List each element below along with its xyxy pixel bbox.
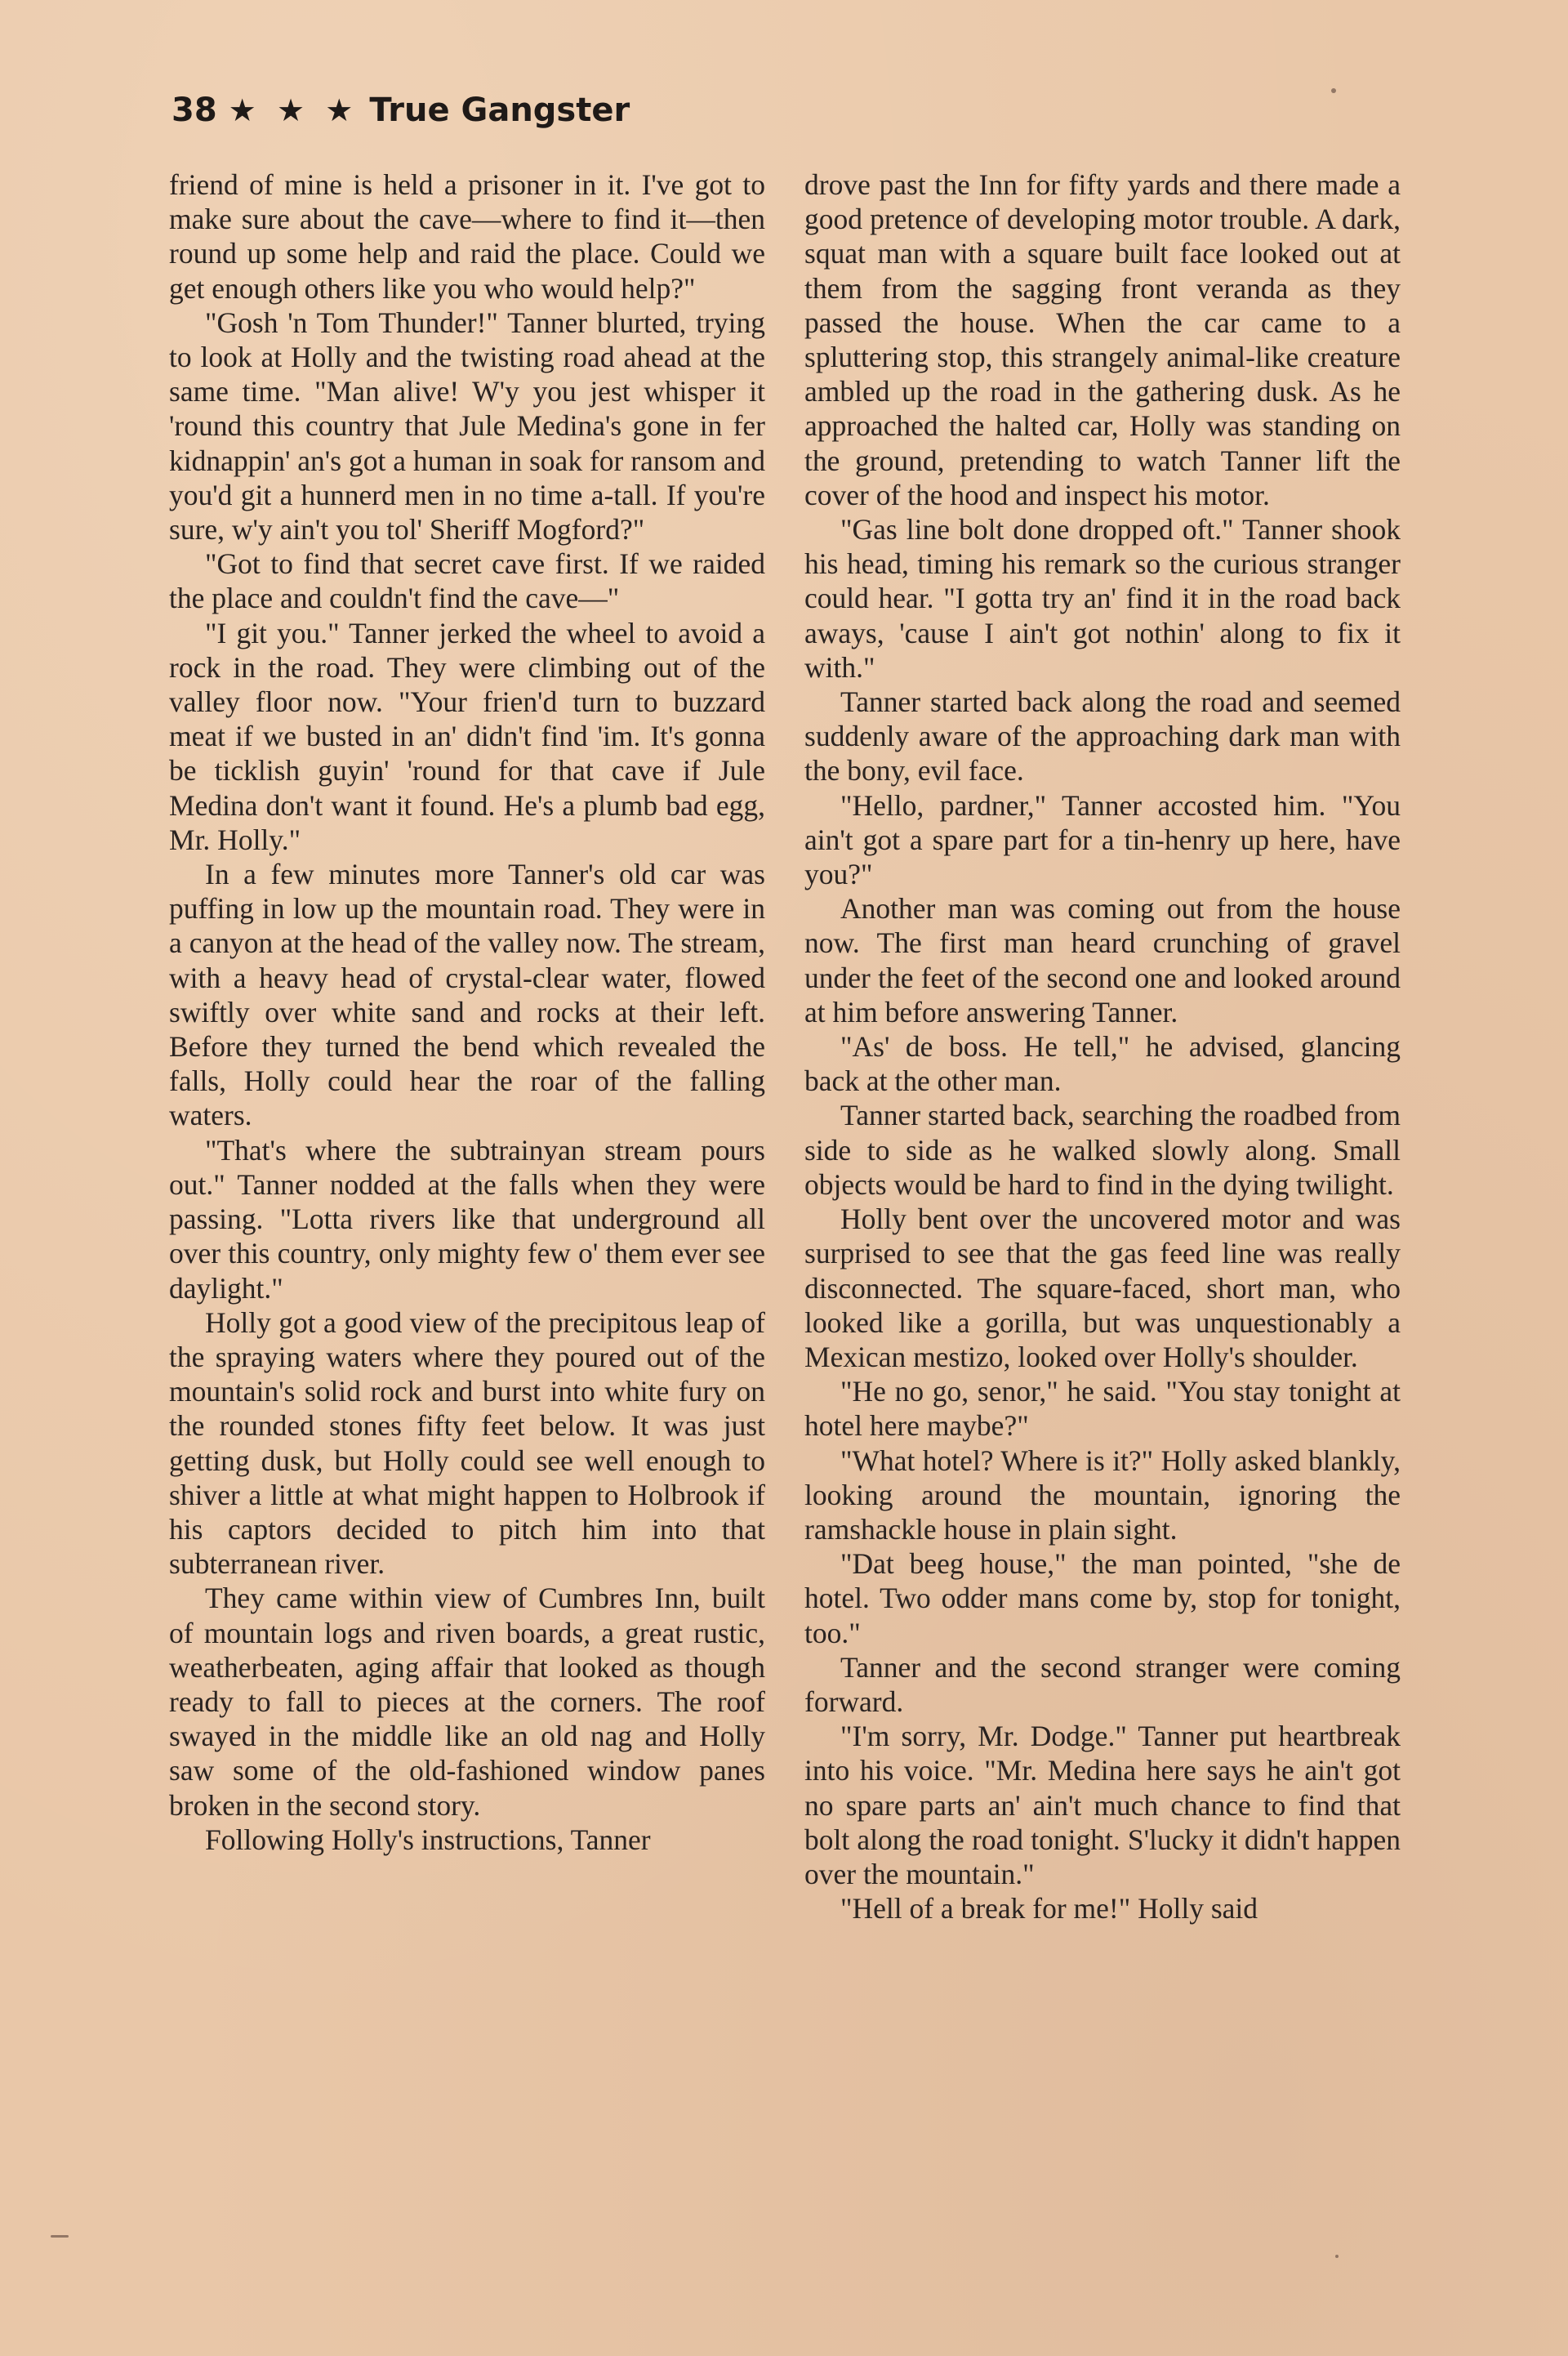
paragraph: "Hell of a break for me!" Holly said xyxy=(840,1892,1258,1925)
paragraph: "That's where the subtrainyan stream pours out." Tanner nodded at the falls when they were passing. "Lotta rivers like that underground all over this country, only mighty few o' them ever see daylight." xyxy=(169,1133,765,1305)
paragraph: "Got to find that secret cave first. If we raided the place and couldn't find the cave—" xyxy=(169,547,765,615)
paragraph: friend of mine is held a prisoner in it. I've got to make sure about the cave—where to find it—then round up some help and raid the place. Could we get enough others like you who would help?" xyxy=(169,168,765,305)
paragraph: Tanner and the second stranger were coming forward. xyxy=(804,1650,1401,1718)
paragraph: drove past the Inn for fifty yards and there made a good pretence of developing motor trouble. A dark, squat man with a square built face looked out at them from the sagging front veranda as they passed the house. When the car came to a spluttering stop, this strangely animal-like creature ambled up the road in the gathering dusk. As he approached the halted car, Holly was standing on the ground, pretending to watch Tanner lift the cover of the hood and inspect his motor. xyxy=(804,168,1401,511)
magazine-title: True Gangster xyxy=(369,91,630,129)
paragraph: "Gas line bolt done dropped oft." Tanner shook his head, timing his remark so the curious stranger could hear. "I gotta try an' find it in the road back aways, 'cause I ain't got nothin' along to fix it with." xyxy=(804,513,1401,684)
paragraph: "I git you." Tanner jerked the wheel to avoid a rock in the road. They were climbing out of the valley floor now. "Your frien'd turn to buzzard meat if we busted in an' didn't find 'im. It's gonna be ticklish guyin' 'round for that cave if Jule Medina don't want it found. He's a plumb bad egg, Mr. Holly." xyxy=(169,616,765,856)
page-number: 38 xyxy=(172,91,217,129)
paragraph: "I'm sorry, Mr. Dodge." Tanner put heartbreak into his voice. "Mr. Medina here says he ain't got no spare parts an' ain't much chance to find that bolt along the road tonight. S'lucky it didn't happen over the mountain." xyxy=(804,1720,1401,1890)
paragraph: Holly got a good view of the precipitous leap of the spraying waters where they poured out of the mountain's solid rock and burst into white fury on the rounded stones fifty feet below. It was just getting dusk, but Holly could see well enough to shiver a little at what might happen to Holbrook if his captors decided to pitch him into that subterranean river. xyxy=(169,1305,765,1581)
paragraph: They came within view of Cumbres Inn, built of mountain logs and riven boards, a great rustic, weatherbeaten, aging affair that looked as though ready to fall to pieces at the corners. The roof swayed in the middle like an old nag and Holly saw some of the old-fashioned window panes broken in the second story. xyxy=(169,1582,765,1822)
paragraph: "He no go, senor," he said. "You stay tonight at hotel here maybe?" xyxy=(804,1375,1401,1443)
page-header xyxy=(172,86,630,135)
paragraph: Holly bent over the uncovered motor and was surprised to see that the gas feed line was really disconnected. The square-faced, short man, who looked like a gorilla, but was unquestionably a Mexican mestizo, looked over Holly's shoulder. xyxy=(804,1203,1401,1373)
paragraph: In a few minutes more Tanner's old car was puffing in low up the mountain road. They were in a canyon at the head of the valley now. The stream, with a heavy head of crystal-clear water, flowed swiftly over white sand and rocks at their left. Before they turned the bend which revealed the falls, Holly could hear the roar of the falling waters. xyxy=(169,858,765,1132)
paragraph: "As' de boss. He tell," he advised, glancing back at the other man. xyxy=(804,1030,1401,1098)
paragraph: Following Holly's instructions, Tanner xyxy=(205,1823,651,1856)
header-stars: ★ ★ ★ xyxy=(228,92,359,128)
paragraph: "What hotel? Where is it?" Holly asked blankly, looking around the mountain, ignoring the ramshackle house in plain sight. xyxy=(804,1443,1401,1546)
paragraph: Tanner started back, searching the roadbed from side to side as he walked slowly along. Small objects would be hard to find in the dying twilight. xyxy=(804,1099,1401,1201)
paragraph: "Hello, pardner," Tanner accosted him. "You ain't got a spare part for a tin-henry up here, have you?" xyxy=(804,788,1401,891)
paper-speck xyxy=(51,2235,69,2238)
right-column xyxy=(804,167,1401,1925)
paper-speck xyxy=(1335,2255,1339,2258)
paragraph: "Dat beeg house," the man pointed, "she de hotel. Two odder mans come by, stop for tonight, too." xyxy=(804,1547,1401,1649)
paragraph: Another man was coming out from the house now. The first man heard crunching of gravel under the feet of the second one and looked around at him before answering Tanner. xyxy=(804,892,1401,1029)
paragraph: Tanner started back along the road and seemed suddenly aware of the approaching dark man with the bony, evil face. xyxy=(804,685,1401,788)
left-column xyxy=(169,167,765,1857)
paper-speck xyxy=(1331,88,1336,93)
paragraph: "Gosh 'n Tom Thunder!" Tanner blurted, trying to look at Holly and the twisting road ahead at the same time. "Man alive! W'y you jest whisper it 'round this country that Jule Medina's gone in fer kidnappin' an's got a human in soak for ransom and you'd git a hunnerd men in no time a-tall. If you're sure, w'y ain't you tol' Sheriff Mogford?" xyxy=(169,306,765,547)
